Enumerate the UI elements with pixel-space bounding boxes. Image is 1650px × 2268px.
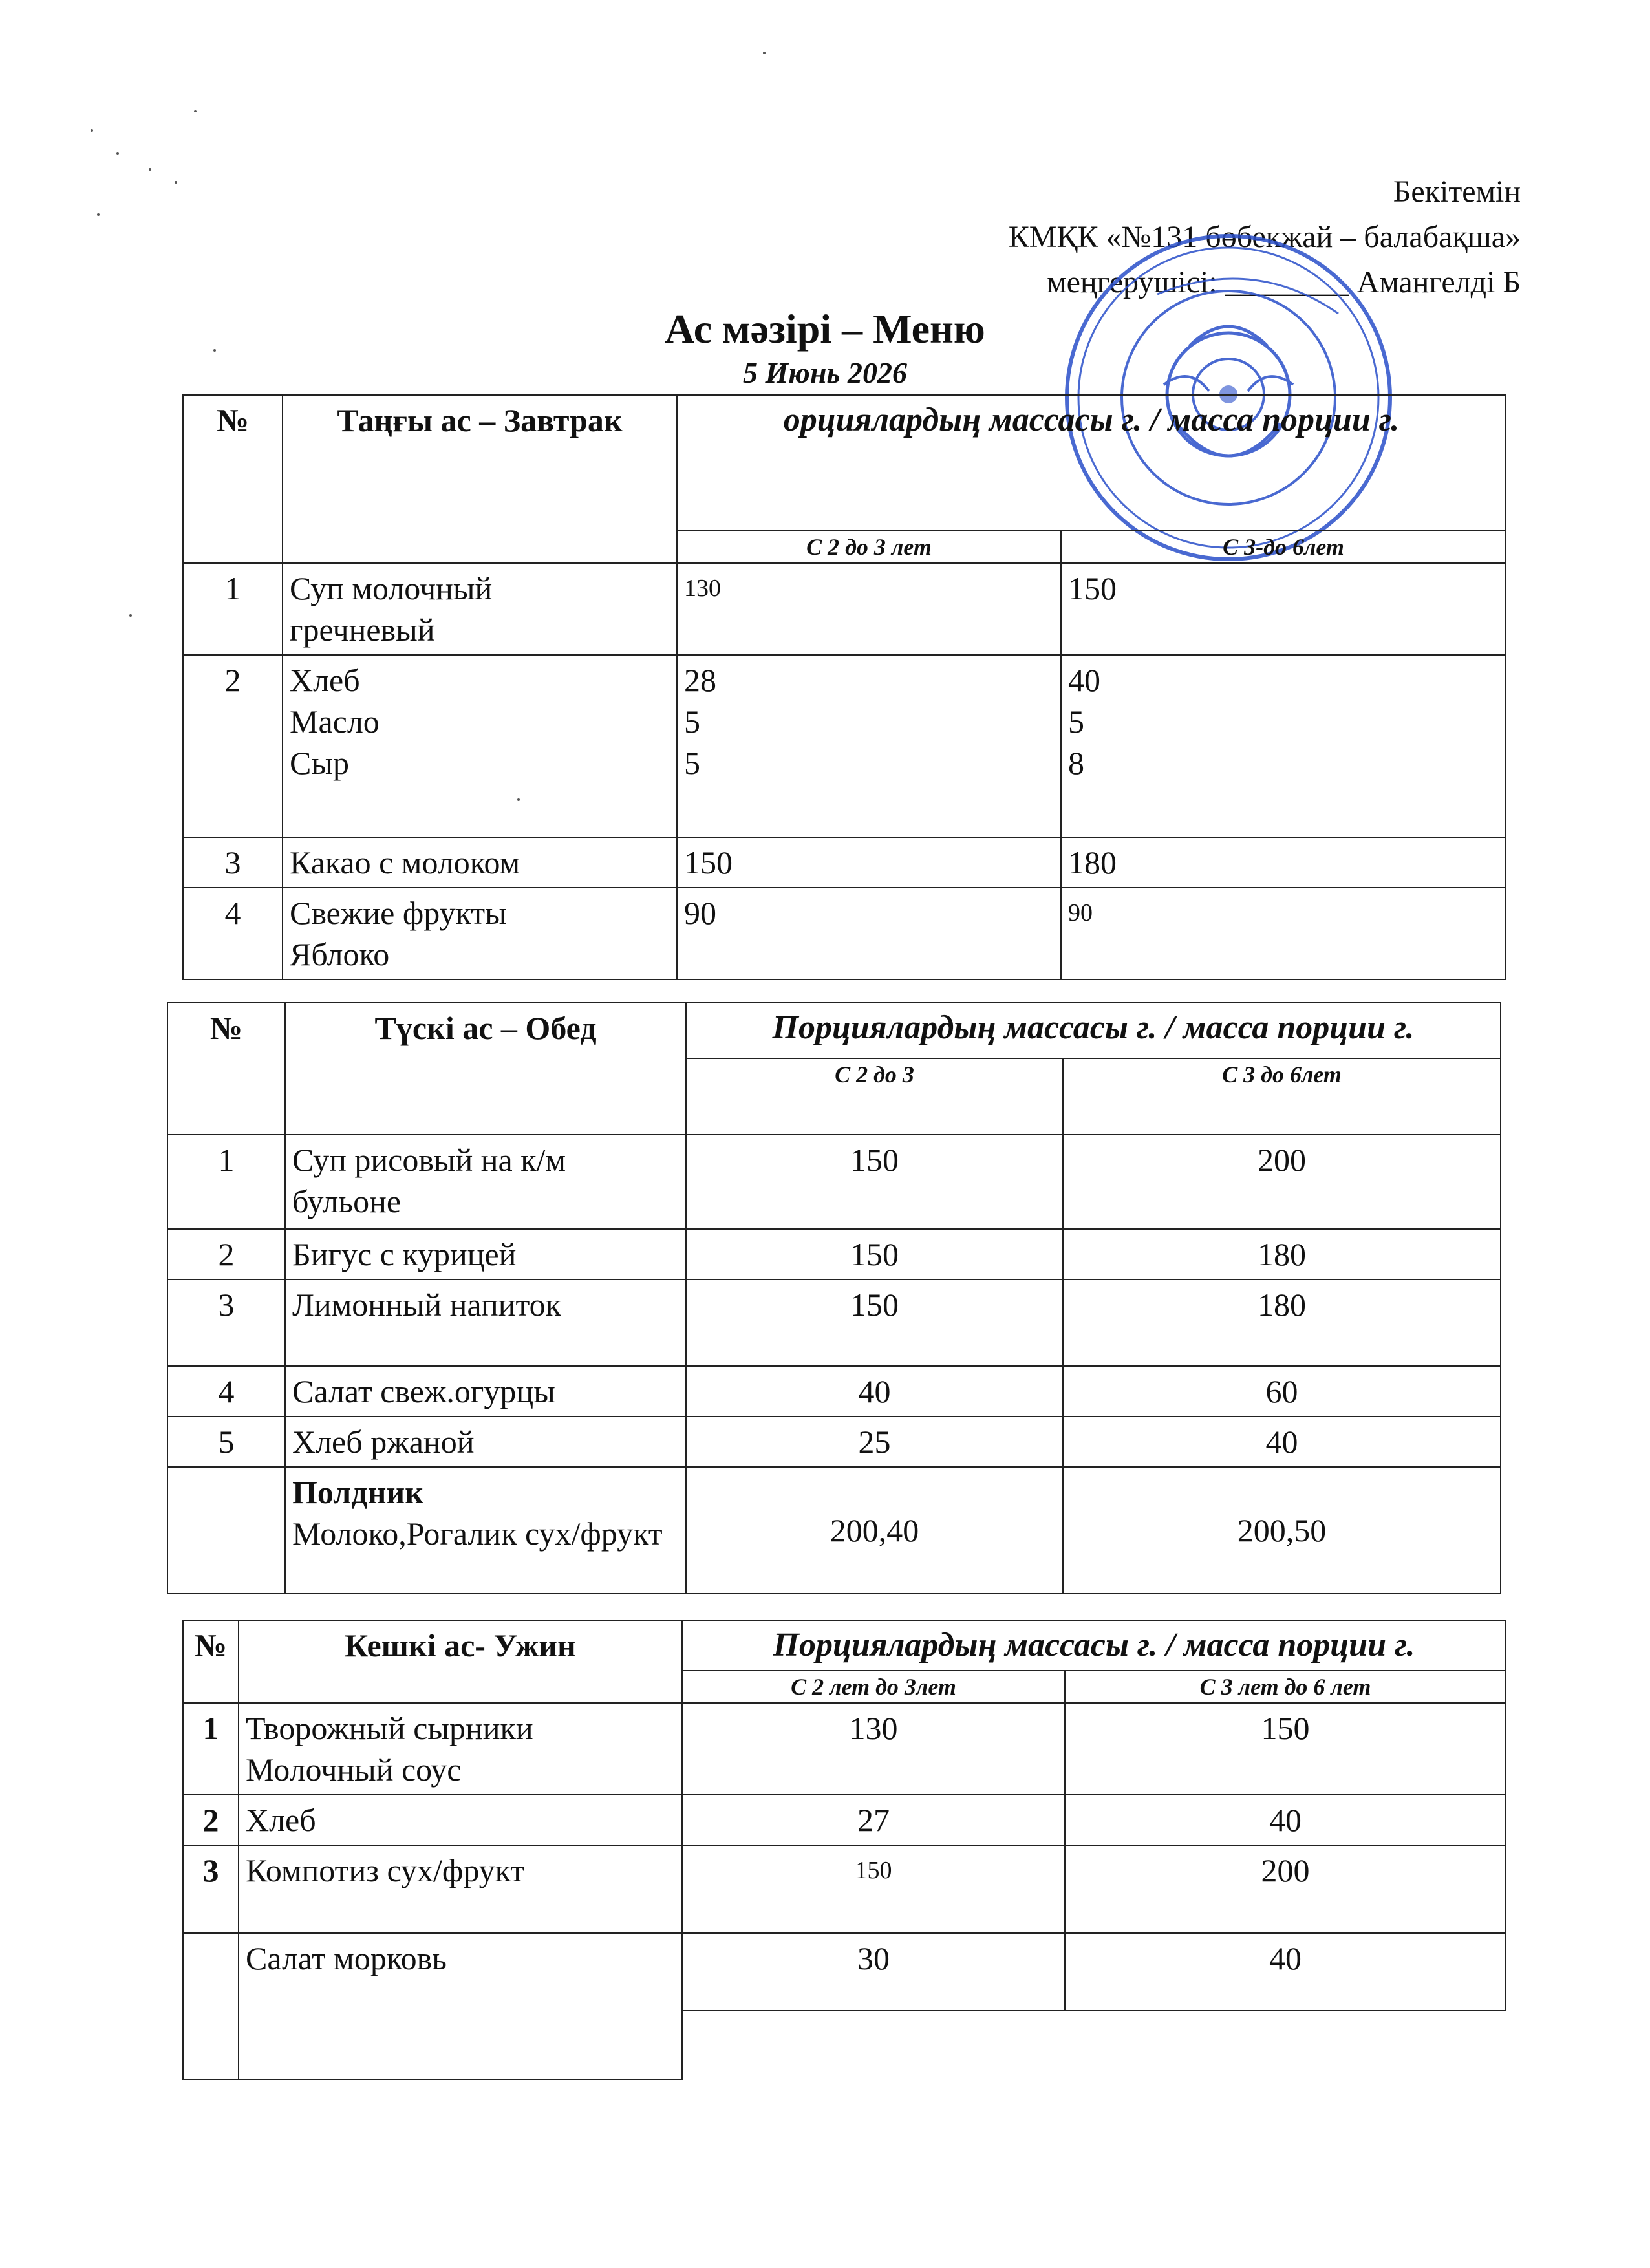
portion-age-2: 40 — [1065, 1933, 1506, 2011]
portion-age-1 — [677, 655, 1061, 837]
row-number: 2 — [183, 655, 283, 837]
portion-age-2: 180 — [1063, 1279, 1501, 1366]
table-row — [167, 1467, 1501, 1594]
breakfast-mass-header: орциялардың массасы г. / масса порции г. — [677, 395, 1506, 531]
dish-name: Какао с молоком — [283, 837, 677, 888]
table-row — [167, 1279, 1501, 1366]
portion-age-2: 180 — [1063, 1229, 1501, 1279]
dinner-meal-header: Кешкі ас- Ужин — [239, 1620, 682, 1671]
dish-name: Хлеб ржаной — [285, 1417, 686, 1467]
table-row — [183, 1795, 1506, 1845]
breakfast-age-2: С 3-до 6лет — [1061, 531, 1506, 563]
dish-name-line: Свежие фрукты — [290, 895, 507, 931]
portion-age-2: 90 — [1061, 888, 1506, 979]
dish-item: Масло — [290, 703, 380, 740]
portion-age-2: 40 — [1063, 1417, 1501, 1467]
dish-name: Салат свеж.огурцы — [285, 1366, 686, 1417]
lunch-table — [167, 1002, 1501, 1594]
portion-age-2: 200 — [1063, 1135, 1501, 1229]
table-row — [167, 1229, 1501, 1279]
portion-age-2: 150 — [1065, 1703, 1506, 1795]
breakfast-no-header: № — [183, 395, 283, 563]
breakfast-age-1: С 2 до 3 лет — [677, 531, 1061, 563]
dish-name: Бигус с курицей — [285, 1229, 686, 1279]
table-row — [183, 655, 1506, 837]
row-number: 3 — [167, 1279, 285, 1366]
dish-name: Салат морковь — [239, 1933, 682, 2079]
portion-value: 5 — [1068, 703, 1084, 740]
approval-line-1: Бекітемін — [1393, 175, 1521, 209]
snack-cell — [285, 1467, 686, 1594]
row-number: 3 — [183, 837, 283, 888]
dinner-no-header: № — [183, 1620, 239, 1671]
portion-age-2: 40 — [1065, 1795, 1506, 1845]
lunch-no-header: № — [167, 1003, 285, 1135]
portion-age-1: 90 — [677, 888, 1061, 979]
dinner-age-2: С 3 лет до 6 лет — [1065, 1671, 1506, 1703]
dish-item: Хлеб — [290, 662, 360, 698]
portion-age-1: 27 — [682, 1795, 1065, 1845]
table-row — [183, 888, 1506, 979]
portion-age-1: 150 — [682, 1845, 1065, 1933]
snack-title: Полдник — [292, 1474, 424, 1510]
portion-age-1: 150 — [686, 1135, 1063, 1229]
portion-age-2: 200 — [1065, 1845, 1506, 1933]
portion-age-1: 150 — [686, 1229, 1063, 1279]
row-number: 2 — [183, 1795, 239, 1845]
page-title: Ас мәзірі – Меню — [665, 306, 985, 352]
row-number — [183, 1933, 239, 2079]
portion-value: 40 — [1068, 662, 1100, 698]
portion-age-2: 180 — [1061, 837, 1506, 888]
snack-items: Молоко,Рогалик сух/фрукт — [292, 1515, 663, 1552]
dish-item: Сыр — [290, 745, 349, 781]
approval-line-3: меңгерушісі: ________ Амангелді Б — [1047, 265, 1521, 299]
dish-name: Компотиз сух/фрукт — [239, 1845, 682, 1933]
table-row — [167, 1417, 1501, 1467]
dinner-age-1: С 2 лет до 3лет — [682, 1671, 1065, 1703]
row-number: 1 — [183, 1703, 239, 1795]
dish-name — [283, 888, 677, 979]
portion-age-1: 40 — [686, 1366, 1063, 1417]
portion-age-2: 60 — [1063, 1366, 1501, 1417]
dish-name — [283, 563, 677, 655]
table-row — [183, 1933, 1506, 2011]
table-row — [167, 1366, 1501, 1417]
approval-line-2: КМҚК «№131 бөбекжай – балабақша» — [1008, 220, 1521, 254]
row-number: 3 — [183, 1845, 239, 1933]
dish-name-line: гречневый — [290, 612, 435, 648]
dish-name: Суп рисовый на к/м бульоне — [285, 1135, 686, 1229]
row-number: 5 — [167, 1417, 285, 1467]
dish-name: Хлеб — [239, 1795, 682, 1845]
dinner-table — [182, 1620, 1506, 2080]
table-row — [183, 837, 1506, 888]
menu-date: 5 Июнь 2026 — [743, 356, 907, 389]
table-row — [183, 1845, 1506, 1933]
portion-age-2: 200,50 — [1063, 1467, 1501, 1594]
row-number: 4 — [167, 1366, 285, 1417]
portion-age-1: 150 — [686, 1279, 1063, 1366]
portion-age-1: 130 — [677, 563, 1061, 655]
portion-age-2: 150 — [1061, 563, 1506, 655]
portion-value: 5 — [684, 703, 700, 740]
portion-value: 28 — [684, 662, 716, 698]
table-row — [183, 563, 1506, 655]
dish-name-line: Молочный соус — [246, 1751, 462, 1788]
dish-name: Лимонный напиток — [285, 1279, 686, 1366]
dish-name — [239, 1703, 682, 1795]
portion-age-1: 130 — [682, 1703, 1065, 1795]
row-number: 4 — [183, 888, 283, 979]
portion-age-1: 30 — [682, 1933, 1065, 2011]
breakfast-table — [182, 394, 1506, 980]
lunch-age-1: С 2 до 3 — [686, 1058, 1063, 1135]
portion-age-2 — [1061, 655, 1506, 837]
table-row — [183, 1703, 1506, 1795]
row-number — [167, 1467, 285, 1594]
dinner-mass-header: Порциялардың массасы г. / масса порции г. — [682, 1620, 1506, 1671]
dish-name — [283, 655, 677, 837]
row-number: 2 — [167, 1229, 285, 1279]
portion-value: 5 — [684, 745, 700, 781]
dish-name-line: Яблоко — [290, 936, 390, 972]
dish-name-line: Суп молочный — [290, 570, 493, 606]
lunch-mass-header: Порциялардың массасы г. / масса порции г. — [686, 1003, 1501, 1058]
row-number: 1 — [167, 1135, 285, 1229]
lunch-age-2: С 3 до 6лет — [1063, 1058, 1501, 1135]
dish-name-line: Творожный сырники — [246, 1710, 533, 1746]
table-row — [167, 1135, 1501, 1229]
lunch-meal-header: Түскі ас – Обед — [285, 1003, 686, 1135]
portion-value: 8 — [1068, 745, 1084, 781]
breakfast-meal-header: Таңғы ас – Завтрак — [283, 395, 677, 563]
row-number: 1 — [183, 563, 283, 655]
portion-age-1: 200,40 — [686, 1467, 1063, 1594]
portion-age-1: 150 — [677, 837, 1061, 888]
portion-age-1: 25 — [686, 1417, 1063, 1467]
